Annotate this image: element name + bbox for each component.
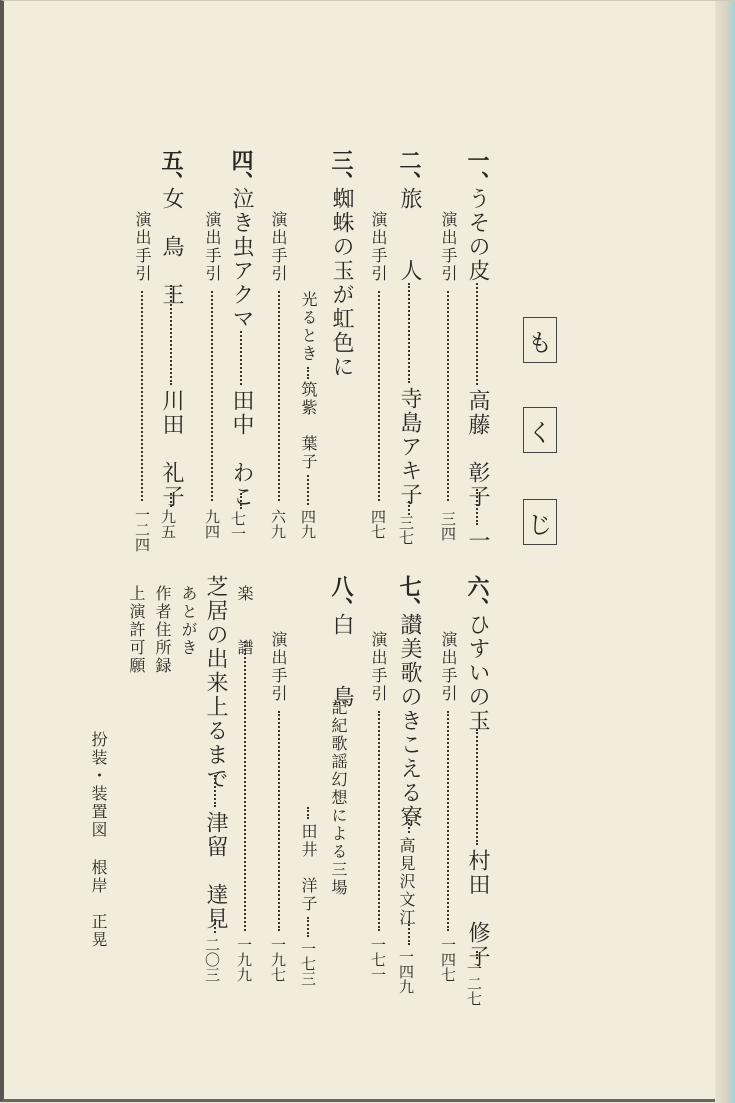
leader-dots — [240, 331, 242, 385]
leader-dots — [408, 819, 410, 833]
entry-title: ひすいの玉 — [465, 613, 490, 733]
leader-dots — [476, 489, 478, 525]
entry-number: 五、 — [158, 149, 184, 193]
leader-dots — [476, 283, 478, 385]
entry-author: 田中 わこ — [229, 389, 254, 509]
heading-char-1: も — [523, 317, 557, 363]
leader-dots — [244, 641, 246, 931]
entry-number: 二、 — [396, 149, 422, 193]
leader-dots — [307, 807, 309, 819]
leader-dots — [408, 921, 410, 945]
leader-dots — [408, 501, 410, 515]
leader-dots — [307, 475, 309, 505]
entry-author: 筑紫 葉子 — [299, 381, 318, 471]
entry-sub-page: 三四 — [439, 511, 457, 541]
extra-page: 一九九 — [235, 937, 253, 982]
leader-dots — [476, 951, 478, 959]
leader-dots — [278, 291, 280, 501]
leader-dots — [476, 729, 478, 845]
entry-title: 讃美歌のきこえる寮 — [397, 613, 422, 829]
entry-number: 一、 — [464, 149, 490, 193]
entry-sub-label: 演出手引 — [369, 631, 388, 703]
leader-dots — [408, 283, 410, 383]
entry-sub-label: 演出手引 — [203, 211, 222, 283]
entry-number: 三、 — [328, 149, 354, 193]
leader-dots — [214, 775, 216, 807]
leader-dots — [447, 711, 449, 931]
heading-char-2: く — [523, 407, 557, 453]
entry-title: 女 鳥 王 — [159, 187, 184, 307]
entry-page: 四九 — [299, 509, 317, 539]
entry-sub-page: 九四 — [203, 509, 221, 539]
entry-page: 一二七 — [465, 961, 483, 1006]
leader-dots — [278, 711, 280, 931]
entry-title-continued: 光るとき — [299, 291, 318, 363]
entry-page: 一七三 — [299, 941, 317, 986]
entry-sub-page: 一四七 — [439, 937, 457, 982]
leader-dots — [211, 291, 213, 501]
heading-char-3: じ — [523, 499, 557, 545]
leader-dots — [240, 493, 242, 509]
extra-label: 楽 譜 — [235, 585, 254, 657]
leader-dots — [214, 919, 216, 933]
entry-page: 一 — [465, 529, 490, 553]
entry-sub-label: 演出手引 — [369, 211, 388, 283]
entry-title: うその皮 — [465, 187, 490, 283]
entry-author: 高藤 彰子 — [465, 389, 490, 509]
entry-author: 川田 礼子 — [159, 389, 184, 509]
entry-title: 旅 人 — [397, 187, 422, 283]
entry-title: 白 鳥 — [329, 613, 354, 709]
entry-author: 田井 洋子 — [299, 823, 318, 913]
toc-extra-address-list: 作者住所録 — [153, 585, 172, 675]
entry-author: 高見沢文江 — [397, 837, 416, 927]
entry-title: 蜘蛛の玉が虹色に — [329, 187, 354, 379]
leader-dots — [141, 291, 143, 501]
leader-dots — [170, 493, 172, 507]
entry-sub-page: 四七 — [369, 509, 387, 539]
credit-name: 根岸 正晃 — [89, 859, 108, 949]
entry-author: 寺島アキ子 — [397, 387, 422, 507]
entry-sub-label: 演出手引 — [439, 211, 458, 283]
entry-sub-label: 演出手引 — [133, 211, 152, 283]
entry-number: 七、 — [396, 575, 422, 619]
entry-number: 四、 — [228, 149, 254, 193]
entry-sub-page: 一九七 — [269, 937, 287, 982]
entry-sub-page: 一七一 — [369, 937, 387, 982]
entry-sub-label: 演出手引 — [269, 211, 288, 283]
leader-dots — [378, 711, 380, 931]
entry-sub-label: 演出手引 — [439, 631, 458, 703]
extra-page: 二〇三 — [203, 937, 221, 982]
entry-author: 村田 修子 — [465, 849, 490, 969]
leader-dots — [378, 291, 380, 501]
toc-extra-afterword: あとがき — [179, 585, 198, 657]
extra-author: 津留 達見 — [203, 811, 228, 931]
leader-dots — [307, 367, 309, 379]
entry-page: 一四九 — [397, 949, 415, 994]
leader-dots — [307, 917, 309, 937]
entry-sub-page: 一二四 — [133, 507, 151, 552]
entry-subtitle: 記紀歌謡幻想による三場 — [329, 699, 348, 897]
leader-dots — [447, 291, 449, 501]
entry-page: 九五 — [159, 509, 177, 539]
entry-sub-label: 演出手引 — [269, 631, 288, 703]
entry-page: 七一 — [229, 511, 247, 541]
entry-title: 泣き虫アクマ — [229, 187, 254, 331]
entry-page: 三七 — [397, 515, 415, 545]
leader-dots — [170, 285, 172, 385]
toc-extra-performance-permission: 上演許可願 — [127, 585, 146, 675]
entry-number: 六、 — [464, 575, 490, 619]
extra-label: 芝居の出来上るまで — [203, 575, 228, 791]
entry-sub-page: 六九 — [269, 509, 287, 539]
entry-number: 八、 — [328, 575, 354, 619]
credit-label: 扮装・装置図 — [89, 731, 108, 839]
page-edge — [715, 1, 735, 1103]
